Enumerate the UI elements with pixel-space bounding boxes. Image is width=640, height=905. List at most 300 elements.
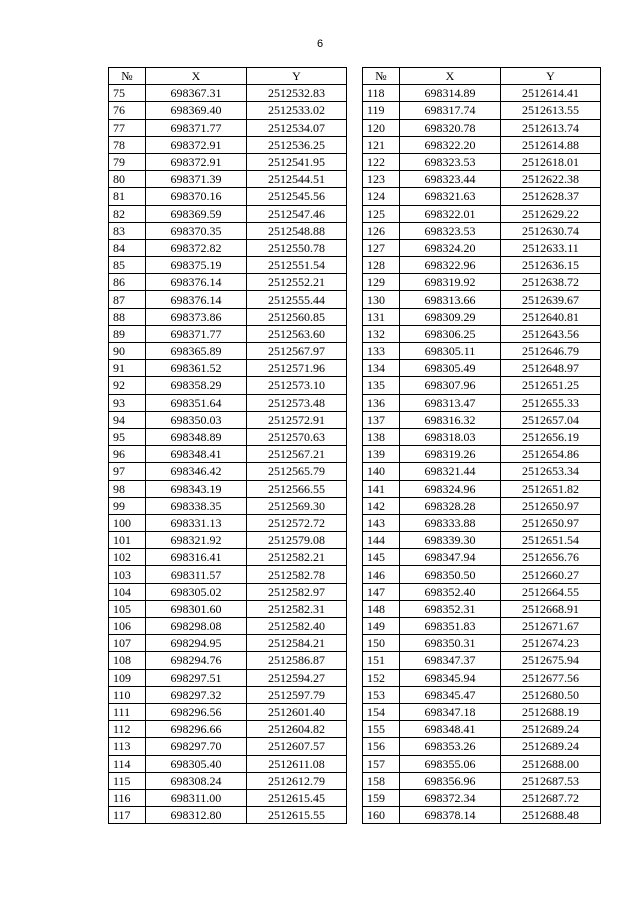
column-gap bbox=[347, 566, 363, 583]
table-row bbox=[109, 394, 601, 411]
x-value: 698371.39 bbox=[146, 171, 247, 188]
x-value: 698378.14 bbox=[400, 807, 501, 824]
x-value: 698316.32 bbox=[400, 411, 501, 428]
x-value: 698321.44 bbox=[400, 463, 501, 480]
column-gap bbox=[347, 446, 363, 463]
point-number: 119 bbox=[363, 102, 400, 119]
table-row bbox=[109, 669, 601, 686]
point-number: 135 bbox=[363, 377, 400, 394]
table-row bbox=[109, 789, 601, 806]
column-gap bbox=[347, 325, 363, 342]
y-value: 2512651.25 bbox=[501, 377, 601, 394]
x-value: 698355.06 bbox=[400, 755, 501, 772]
point-number: 125 bbox=[363, 205, 400, 222]
y-value: 2512572.91 bbox=[247, 411, 347, 428]
table-row bbox=[109, 721, 601, 738]
y-value: 2512639.67 bbox=[501, 291, 601, 308]
y-value: 2512640.81 bbox=[501, 308, 601, 325]
y-value: 2512650.97 bbox=[501, 497, 601, 514]
y-value: 2512687.53 bbox=[501, 772, 601, 789]
column-gap bbox=[347, 136, 363, 153]
header-y-left: Y bbox=[247, 68, 347, 85]
column-gap bbox=[347, 514, 363, 531]
y-value: 2512689.24 bbox=[501, 721, 601, 738]
header-number-left: № bbox=[109, 68, 146, 85]
point-number: 99 bbox=[109, 497, 146, 514]
x-value: 698339.30 bbox=[400, 532, 501, 549]
column-gap bbox=[347, 102, 363, 119]
point-number: 88 bbox=[109, 308, 146, 325]
header-x-right: X bbox=[400, 68, 501, 85]
column-gap bbox=[347, 411, 363, 428]
y-value: 2512615.55 bbox=[247, 807, 347, 824]
y-value: 2512688.48 bbox=[501, 807, 601, 824]
point-number: 103 bbox=[109, 566, 146, 583]
x-value: 698358.29 bbox=[146, 377, 247, 394]
y-value: 2512680.50 bbox=[501, 686, 601, 703]
point-number: 129 bbox=[363, 274, 400, 291]
x-value: 698372.91 bbox=[146, 153, 247, 170]
x-value: 698308.24 bbox=[146, 772, 247, 789]
column-gap bbox=[347, 68, 363, 85]
x-value: 698296.66 bbox=[146, 721, 247, 738]
x-value: 698306.25 bbox=[400, 325, 501, 342]
point-number: 81 bbox=[109, 188, 146, 205]
y-value: 2512612.79 bbox=[247, 772, 347, 789]
x-value: 698323.53 bbox=[400, 153, 501, 170]
y-value: 2512675.94 bbox=[501, 652, 601, 669]
x-value: 698369.59 bbox=[146, 205, 247, 222]
point-number: 150 bbox=[363, 635, 400, 652]
point-number: 105 bbox=[109, 600, 146, 617]
x-value: 698347.37 bbox=[400, 652, 501, 669]
x-value: 698316.41 bbox=[146, 549, 247, 566]
y-value: 2512638.72 bbox=[501, 274, 601, 291]
point-number: 92 bbox=[109, 377, 146, 394]
page-number: 6 bbox=[316, 38, 324, 50]
y-value: 2512597.79 bbox=[247, 686, 347, 703]
y-value: 2512630.74 bbox=[501, 222, 601, 239]
column-gap bbox=[347, 703, 363, 720]
column-gap bbox=[347, 85, 363, 102]
y-value: 2512582.40 bbox=[247, 618, 347, 635]
y-value: 2512563.60 bbox=[247, 325, 347, 342]
y-value: 2512601.40 bbox=[247, 703, 347, 720]
x-value: 698297.32 bbox=[146, 686, 247, 703]
x-value: 698321.63 bbox=[400, 188, 501, 205]
y-value: 2512653.34 bbox=[501, 463, 601, 480]
column-gap bbox=[347, 652, 363, 669]
point-number: 141 bbox=[363, 480, 400, 497]
point-number: 159 bbox=[363, 789, 400, 806]
column-gap bbox=[347, 257, 363, 274]
point-number: 82 bbox=[109, 205, 146, 222]
x-value: 698356.96 bbox=[400, 772, 501, 789]
point-number: 140 bbox=[363, 463, 400, 480]
x-value: 698297.51 bbox=[146, 669, 247, 686]
x-value: 698351.83 bbox=[400, 618, 501, 635]
point-number: 130 bbox=[363, 291, 400, 308]
table-row bbox=[109, 480, 601, 497]
x-value: 698319.92 bbox=[400, 274, 501, 291]
table-row bbox=[109, 85, 601, 102]
x-value: 698365.89 bbox=[146, 343, 247, 360]
y-value: 2512532.83 bbox=[247, 85, 347, 102]
y-value: 2512614.41 bbox=[501, 85, 601, 102]
y-value: 2512567.21 bbox=[247, 446, 347, 463]
x-value: 698371.77 bbox=[146, 119, 247, 136]
x-value: 698314.89 bbox=[400, 85, 501, 102]
x-value: 698369.40 bbox=[146, 102, 247, 119]
point-number: 160 bbox=[363, 807, 400, 824]
x-value: 698323.44 bbox=[400, 171, 501, 188]
column-gap bbox=[347, 343, 363, 360]
column-gap bbox=[347, 428, 363, 445]
point-number: 133 bbox=[363, 343, 400, 360]
point-number: 127 bbox=[363, 239, 400, 256]
x-value: 698351.64 bbox=[146, 394, 247, 411]
table-row bbox=[109, 618, 601, 635]
point-number: 109 bbox=[109, 669, 146, 686]
column-gap bbox=[347, 686, 363, 703]
point-number: 75 bbox=[109, 85, 146, 102]
table-row bbox=[109, 635, 601, 652]
x-value: 698371.77 bbox=[146, 325, 247, 342]
y-value: 2512622.38 bbox=[501, 171, 601, 188]
x-value: 698298.08 bbox=[146, 618, 247, 635]
point-number: 123 bbox=[363, 171, 400, 188]
y-value: 2512643.56 bbox=[501, 325, 601, 342]
y-value: 2512657.04 bbox=[501, 411, 601, 428]
column-gap bbox=[347, 807, 363, 824]
y-value: 2512594.27 bbox=[247, 669, 347, 686]
table-row bbox=[109, 549, 601, 566]
x-value: 698376.14 bbox=[146, 274, 247, 291]
y-value: 2512586.87 bbox=[247, 652, 347, 669]
x-value: 698373.86 bbox=[146, 308, 247, 325]
point-number: 95 bbox=[109, 428, 146, 445]
table-row bbox=[109, 411, 601, 428]
point-number: 118 bbox=[363, 85, 400, 102]
column-gap bbox=[347, 239, 363, 256]
x-value: 698320.78 bbox=[400, 119, 501, 136]
column-gap bbox=[347, 583, 363, 600]
x-value: 698305.02 bbox=[146, 583, 247, 600]
y-value: 2512613.74 bbox=[501, 119, 601, 136]
column-gap bbox=[347, 291, 363, 308]
y-value: 2512536.25 bbox=[247, 136, 347, 153]
y-value: 2512648.97 bbox=[501, 360, 601, 377]
point-number: 113 bbox=[109, 738, 146, 755]
point-number: 110 bbox=[109, 686, 146, 703]
y-value: 2512545.56 bbox=[247, 188, 347, 205]
x-value: 698352.40 bbox=[400, 583, 501, 600]
x-value: 698350.31 bbox=[400, 635, 501, 652]
point-number: 154 bbox=[363, 703, 400, 720]
x-value: 698353.26 bbox=[400, 738, 501, 755]
y-value: 2512687.72 bbox=[501, 789, 601, 806]
point-number: 137 bbox=[363, 411, 400, 428]
y-value: 2512548.88 bbox=[247, 222, 347, 239]
x-value: 698307.96 bbox=[400, 377, 501, 394]
column-gap bbox=[347, 171, 363, 188]
table-row bbox=[109, 153, 601, 170]
column-gap bbox=[347, 308, 363, 325]
x-value: 698324.96 bbox=[400, 480, 501, 497]
column-gap bbox=[347, 394, 363, 411]
point-number: 117 bbox=[109, 807, 146, 824]
table-row bbox=[109, 686, 601, 703]
point-number: 85 bbox=[109, 257, 146, 274]
y-value: 2512660.27 bbox=[501, 566, 601, 583]
y-value: 2512582.78 bbox=[247, 566, 347, 583]
x-value: 698367.31 bbox=[146, 85, 247, 102]
y-value: 2512533.02 bbox=[247, 102, 347, 119]
table-header-row bbox=[109, 68, 601, 85]
table-row bbox=[109, 239, 601, 256]
column-gap bbox=[347, 721, 363, 738]
table-row bbox=[109, 583, 601, 600]
y-value: 2512550.78 bbox=[247, 239, 347, 256]
point-number: 100 bbox=[109, 514, 146, 531]
x-value: 698345.94 bbox=[400, 669, 501, 686]
header-number-right: № bbox=[363, 68, 400, 85]
x-value: 698338.35 bbox=[146, 497, 247, 514]
x-value: 698352.31 bbox=[400, 600, 501, 617]
x-value: 698370.35 bbox=[146, 222, 247, 239]
point-number: 106 bbox=[109, 618, 146, 635]
x-value: 698328.28 bbox=[400, 497, 501, 514]
table-row bbox=[109, 257, 601, 274]
x-value: 698317.74 bbox=[400, 102, 501, 119]
point-number: 128 bbox=[363, 257, 400, 274]
y-value: 2512547.46 bbox=[247, 205, 347, 222]
column-gap bbox=[347, 205, 363, 222]
point-number: 143 bbox=[363, 514, 400, 531]
point-number: 94 bbox=[109, 411, 146, 428]
table-row bbox=[109, 222, 601, 239]
table-row bbox=[109, 325, 601, 342]
x-value: 698333.88 bbox=[400, 514, 501, 531]
y-value: 2512654.86 bbox=[501, 446, 601, 463]
point-number: 80 bbox=[109, 171, 146, 188]
column-gap bbox=[347, 480, 363, 497]
table-row bbox=[109, 514, 601, 531]
table-row bbox=[109, 205, 601, 222]
column-gap bbox=[347, 497, 363, 514]
x-value: 698313.66 bbox=[400, 291, 501, 308]
y-value: 2512560.85 bbox=[247, 308, 347, 325]
x-value: 698313.47 bbox=[400, 394, 501, 411]
x-value: 698322.20 bbox=[400, 136, 501, 153]
point-number: 108 bbox=[109, 652, 146, 669]
x-value: 698324.20 bbox=[400, 239, 501, 256]
y-value: 2512611.08 bbox=[247, 755, 347, 772]
point-number: 122 bbox=[363, 153, 400, 170]
y-value: 2512646.79 bbox=[501, 343, 601, 360]
y-value: 2512566.55 bbox=[247, 480, 347, 497]
y-value: 2512551.54 bbox=[247, 257, 347, 274]
point-number: 132 bbox=[363, 325, 400, 342]
table-row bbox=[109, 807, 601, 824]
table-row bbox=[109, 703, 601, 720]
point-number: 104 bbox=[109, 583, 146, 600]
point-number: 144 bbox=[363, 532, 400, 549]
y-value: 2512671.67 bbox=[501, 618, 601, 635]
point-number: 90 bbox=[109, 343, 146, 360]
y-value: 2512544.51 bbox=[247, 171, 347, 188]
y-value: 2512664.55 bbox=[501, 583, 601, 600]
y-value: 2512689.24 bbox=[501, 738, 601, 755]
table-row bbox=[109, 428, 601, 445]
table-row bbox=[109, 171, 601, 188]
point-number: 157 bbox=[363, 755, 400, 772]
x-value: 698323.53 bbox=[400, 222, 501, 239]
column-gap bbox=[347, 274, 363, 291]
table-row bbox=[109, 497, 601, 514]
x-value: 698305.11 bbox=[400, 343, 501, 360]
column-gap bbox=[347, 772, 363, 789]
point-number: 96 bbox=[109, 446, 146, 463]
x-value: 698301.60 bbox=[146, 600, 247, 617]
x-value: 698348.89 bbox=[146, 428, 247, 445]
point-number: 138 bbox=[363, 428, 400, 445]
point-number: 153 bbox=[363, 686, 400, 703]
table-row bbox=[109, 738, 601, 755]
y-value: 2512650.97 bbox=[501, 514, 601, 531]
column-gap bbox=[347, 463, 363, 480]
y-value: 2512567.97 bbox=[247, 343, 347, 360]
point-number: 124 bbox=[363, 188, 400, 205]
point-number: 158 bbox=[363, 772, 400, 789]
x-value: 698347.18 bbox=[400, 703, 501, 720]
x-value: 698319.26 bbox=[400, 446, 501, 463]
table-row bbox=[109, 360, 601, 377]
x-value: 698305.49 bbox=[400, 360, 501, 377]
x-value: 698311.00 bbox=[146, 789, 247, 806]
y-value: 2512604.82 bbox=[247, 721, 347, 738]
y-value: 2512655.33 bbox=[501, 394, 601, 411]
y-value: 2512668.91 bbox=[501, 600, 601, 617]
point-number: 102 bbox=[109, 549, 146, 566]
column-gap bbox=[347, 153, 363, 170]
table-row bbox=[109, 377, 601, 394]
x-value: 698305.40 bbox=[146, 755, 247, 772]
point-number: 86 bbox=[109, 274, 146, 291]
y-value: 2512552.21 bbox=[247, 274, 347, 291]
table-row bbox=[109, 755, 601, 772]
point-number: 120 bbox=[363, 119, 400, 136]
x-value: 698309.29 bbox=[400, 308, 501, 325]
x-value: 698372.82 bbox=[146, 239, 247, 256]
table-row bbox=[109, 343, 601, 360]
table-row bbox=[109, 463, 601, 480]
point-number: 114 bbox=[109, 755, 146, 772]
x-value: 698294.95 bbox=[146, 635, 247, 652]
table-row bbox=[109, 652, 601, 669]
x-value: 698311.57 bbox=[146, 566, 247, 583]
point-number: 156 bbox=[363, 738, 400, 755]
point-number: 97 bbox=[109, 463, 146, 480]
x-value: 698370.16 bbox=[146, 188, 247, 205]
header-x-left: X bbox=[146, 68, 247, 85]
y-value: 2512582.97 bbox=[247, 583, 347, 600]
table-row bbox=[109, 772, 601, 789]
x-value: 698350.50 bbox=[400, 566, 501, 583]
point-number: 142 bbox=[363, 497, 400, 514]
x-value: 698312.80 bbox=[146, 807, 247, 824]
y-value: 2512614.88 bbox=[501, 136, 601, 153]
x-value: 698375.19 bbox=[146, 257, 247, 274]
column-gap bbox=[347, 755, 363, 772]
x-value: 698372.34 bbox=[400, 789, 501, 806]
x-value: 698318.03 bbox=[400, 428, 501, 445]
column-gap bbox=[347, 635, 363, 652]
y-value: 2512584.21 bbox=[247, 635, 347, 652]
x-value: 698297.70 bbox=[146, 738, 247, 755]
x-value: 698346.42 bbox=[146, 463, 247, 480]
column-gap bbox=[347, 188, 363, 205]
table-row bbox=[109, 102, 601, 119]
column-gap bbox=[347, 669, 363, 686]
y-value: 2512615.45 bbox=[247, 789, 347, 806]
point-number: 89 bbox=[109, 325, 146, 342]
point-number: 134 bbox=[363, 360, 400, 377]
table-row bbox=[109, 136, 601, 153]
point-number: 146 bbox=[363, 566, 400, 583]
point-number: 131 bbox=[363, 308, 400, 325]
x-value: 698321.92 bbox=[146, 532, 247, 549]
point-number: 149 bbox=[363, 618, 400, 635]
x-value: 698350.03 bbox=[146, 411, 247, 428]
coordinates-table bbox=[108, 67, 601, 824]
y-value: 2512613.55 bbox=[501, 102, 601, 119]
y-value: 2512688.19 bbox=[501, 703, 601, 720]
column-gap bbox=[347, 222, 363, 239]
x-value: 698322.96 bbox=[400, 257, 501, 274]
x-value: 698322.01 bbox=[400, 205, 501, 222]
column-gap bbox=[347, 532, 363, 549]
point-number: 78 bbox=[109, 136, 146, 153]
x-value: 698376.14 bbox=[146, 291, 247, 308]
y-value: 2512656.76 bbox=[501, 549, 601, 566]
point-number: 98 bbox=[109, 480, 146, 497]
y-value: 2512573.48 bbox=[247, 394, 347, 411]
x-value: 698345.47 bbox=[400, 686, 501, 703]
point-number: 115 bbox=[109, 772, 146, 789]
y-value: 2512582.31 bbox=[247, 600, 347, 617]
y-value: 2512618.01 bbox=[501, 153, 601, 170]
y-value: 2512582.21 bbox=[247, 549, 347, 566]
table-row bbox=[109, 600, 601, 617]
y-value: 2512572.72 bbox=[247, 514, 347, 531]
x-value: 698347.94 bbox=[400, 549, 501, 566]
point-number: 151 bbox=[363, 652, 400, 669]
point-number: 107 bbox=[109, 635, 146, 652]
point-number: 136 bbox=[363, 394, 400, 411]
table-row bbox=[109, 291, 601, 308]
point-number: 155 bbox=[363, 721, 400, 738]
point-number: 93 bbox=[109, 394, 146, 411]
x-value: 698331.13 bbox=[146, 514, 247, 531]
point-number: 145 bbox=[363, 549, 400, 566]
x-value: 698361.52 bbox=[146, 360, 247, 377]
y-value: 2512573.10 bbox=[247, 377, 347, 394]
y-value: 2512570.63 bbox=[247, 428, 347, 445]
y-value: 2512628.37 bbox=[501, 188, 601, 205]
table-row bbox=[109, 188, 601, 205]
table-row bbox=[109, 308, 601, 325]
